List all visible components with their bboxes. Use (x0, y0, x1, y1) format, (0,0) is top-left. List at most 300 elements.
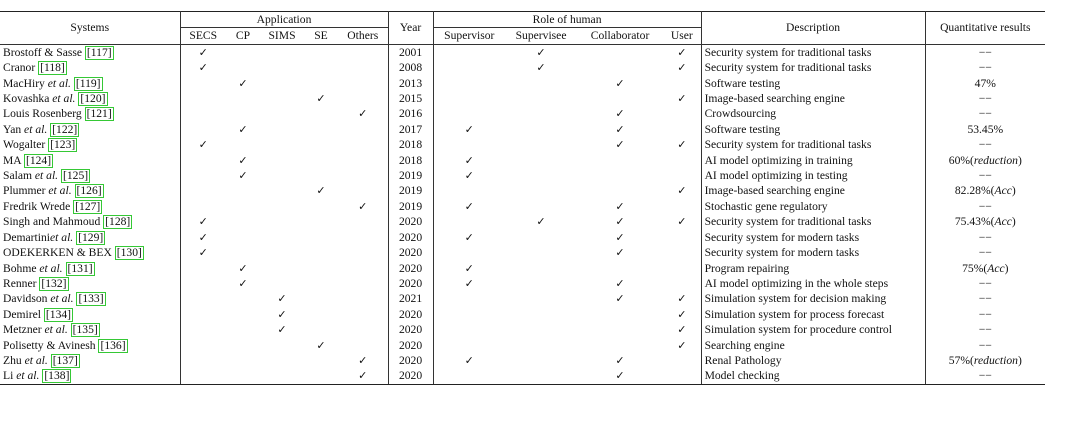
table-row (0, 60, 1045, 75)
year-cell: 2015 (388, 91, 433, 106)
application-check-cp: ✓ (238, 153, 248, 167)
year-cell: 2008 (388, 60, 433, 75)
system-name (0, 137, 180, 152)
year-cell: 2020 (388, 353, 433, 368)
application-check-cp (226, 230, 260, 245)
description-cell: Searching engine (701, 338, 925, 353)
system-name (0, 168, 180, 183)
application-check-cp (226, 338, 260, 353)
system-name-text: Demirel (3, 307, 41, 321)
application-check-se (304, 137, 338, 152)
system-name (0, 261, 180, 276)
application-check-cp (226, 291, 260, 306)
application-check-secs (180, 353, 226, 368)
table-header (0, 12, 1045, 45)
role-check-user: ✓ (663, 183, 701, 198)
application-check-secs (180, 307, 226, 322)
header-role-collaborator: Collaborator (590, 29, 650, 43)
application-check-cp (226, 353, 260, 368)
year-cell: 2001 (388, 44, 433, 60)
quantitative-result-cell: 57%(reduction) (948, 353, 1022, 367)
role-check-supervisee: ✓ (536, 215, 546, 229)
application-check-cp (226, 199, 260, 214)
application-check-others (338, 44, 388, 60)
description-cell: AI model optimizing in the whole steps (701, 276, 925, 291)
role-check-supervisor (433, 307, 505, 322)
description-cell: Security system for modern tasks (701, 245, 925, 260)
description-cell: Security system for traditional tasks (701, 44, 925, 60)
role-check-user (663, 106, 701, 121)
role-check-user: ✓ (663, 91, 701, 106)
system-name-text: Plummer (3, 184, 46, 198)
quantitative-result-cell: −− (978, 323, 992, 337)
citation-link[interactable]: [133] (78, 292, 104, 306)
quantitative-result-cell: 47% (974, 76, 996, 90)
quantitative-result-cell: −− (978, 230, 992, 244)
role-check-supervisor: ✓ (464, 169, 474, 183)
year-cell: 2020 (388, 261, 433, 276)
system-name (0, 91, 180, 106)
system-name (0, 106, 180, 121)
role-check-supervisor (433, 137, 505, 152)
system-name-text: Bohme (3, 261, 37, 275)
citation-link[interactable]: [137] (52, 353, 78, 367)
citation-link[interactable]: [126] (76, 184, 102, 198)
header-year: Year (388, 12, 433, 45)
role-check-user: ✓ (663, 291, 701, 306)
application-check-secs (180, 368, 226, 384)
table-row (0, 199, 1045, 214)
citation-link[interactable]: [122] (52, 122, 78, 136)
application-check-secs (180, 338, 226, 353)
role-check-user (663, 153, 701, 168)
system-name-text: Polisetty & Avinesh (3, 338, 96, 352)
application-check-others (338, 76, 388, 91)
citation-link[interactable]: [127] (75, 199, 101, 213)
role-check-supervisee (505, 291, 577, 306)
header-app-others: Others (338, 28, 388, 44)
application-check-secs (180, 153, 226, 168)
system-name (0, 230, 180, 245)
role-check-supervisor (433, 338, 505, 353)
quantitative-result-cell: 75.43%(Acc) (954, 215, 1016, 229)
role-check-supervisee (505, 122, 577, 137)
table-row (0, 291, 1045, 306)
system-name-text: Brostoff & Sasse (3, 45, 83, 59)
application-check-others (338, 153, 388, 168)
application-check-others (338, 122, 388, 137)
description-cell: Image-based searching engine (701, 91, 925, 106)
application-check-sims (260, 137, 304, 152)
application-check-cp (226, 60, 260, 75)
description-cell: Simulation system for procedure control (701, 322, 925, 337)
role-check-user: ✓ (663, 307, 701, 322)
description-cell: Stochastic gene regulatory (701, 199, 925, 214)
application-check-sims (260, 230, 304, 245)
quantitative-result-cell: 75%(Acc) (962, 261, 1009, 275)
application-check-cp (226, 137, 260, 152)
quantitative-result-cell: −− (978, 276, 992, 290)
year-cell: 2021 (388, 291, 433, 306)
year-cell: 2020 (388, 276, 433, 291)
quantitative-result-cell: −− (978, 292, 992, 306)
role-check-supervisor (433, 322, 505, 337)
application-check-cp (226, 214, 260, 229)
quantitative-result-cell: −− (978, 107, 992, 121)
header-role-of-human: Role of human (433, 12, 701, 28)
citation-link[interactable]: [136] (100, 338, 126, 352)
application-check-others (338, 245, 388, 260)
et-al-text: et al. (44, 76, 71, 90)
application-check-se (304, 60, 338, 75)
application-check-others (338, 307, 388, 322)
application-check-secs (180, 322, 226, 337)
application-check-sims (260, 91, 304, 106)
role-check-supervisor (433, 44, 505, 60)
year-cell: 2020 (388, 322, 433, 337)
system-name-text: Salam (3, 169, 32, 183)
year-cell: 2020 (388, 230, 433, 245)
system-name-text: Zhu (3, 353, 22, 367)
et-al-text: et al. (50, 230, 74, 244)
application-check-cp: ✓ (238, 169, 248, 183)
header-application: Application (180, 12, 388, 28)
citation-link[interactable]: [131] (67, 261, 93, 275)
quantitative-result-cell: −− (978, 307, 992, 321)
description-cell: Security system for traditional tasks (701, 137, 925, 152)
system-name-text: Kovashka (3, 92, 50, 106)
application-check-secs (180, 168, 226, 183)
role-check-supervisor (433, 91, 505, 106)
role-check-collaborator: ✓ (615, 246, 625, 260)
role-check-supervisor (433, 245, 505, 260)
role-check-supervisee (505, 91, 577, 106)
citation-link[interactable]: [121] (86, 107, 112, 121)
role-check-supervisee (505, 261, 577, 276)
description-cell: Crowdsourcing (701, 106, 925, 121)
role-check-user: ✓ (663, 44, 701, 60)
quantitative-result-cell: −− (978, 138, 992, 152)
system-name (0, 322, 180, 337)
application-check-sims (260, 153, 304, 168)
application-check-se (304, 122, 338, 137)
table-row (0, 307, 1045, 322)
system-name (0, 153, 180, 168)
citation-link[interactable]: [129] (78, 230, 104, 244)
role-check-supervisor: ✓ (464, 230, 474, 244)
application-check-sims (260, 60, 304, 75)
header-role-supervisee: Supervisee (515, 29, 567, 43)
application-check-secs (180, 276, 226, 291)
role-check-user: ✓ (663, 322, 701, 337)
application-check-others (338, 183, 388, 198)
system-name (0, 199, 180, 214)
table-row (0, 122, 1045, 137)
application-check-cp: ✓ (238, 261, 248, 275)
quantitative-result-cell: 53.45% (967, 122, 1004, 136)
system-name (0, 353, 180, 368)
role-check-collaborator (577, 44, 663, 60)
citation-link[interactable]: [135] (72, 323, 98, 337)
role-check-collaborator (577, 91, 663, 106)
description-cell: Simulation system for process forecast (701, 307, 925, 322)
application-check-others: ✓ (338, 106, 388, 121)
role-check-user (663, 353, 701, 368)
table-row (0, 214, 1045, 229)
application-check-secs (180, 291, 226, 306)
application-check-cp (226, 245, 260, 260)
application-check-sims (260, 353, 304, 368)
application-check-se (304, 245, 338, 260)
citation-link[interactable]: [119] (75, 76, 101, 90)
application-check-se (304, 230, 338, 245)
application-check-sims (260, 261, 304, 276)
application-check-se (304, 368, 338, 384)
description-cell: Program repairing (701, 261, 925, 276)
application-check-sims (260, 368, 304, 384)
system-name-text: Fredrik Wrede (3, 199, 71, 213)
role-check-supervisor: ✓ (464, 199, 474, 213)
role-check-supervisee (505, 106, 577, 121)
role-check-supervisee: ✓ (505, 44, 577, 60)
quantitative-result-cell: 60%(reduction) (948, 153, 1022, 167)
table-row (0, 276, 1045, 291)
application-check-cp (226, 106, 260, 121)
role-check-user (663, 245, 701, 260)
description-cell: AI model optimizing in testing (701, 168, 925, 183)
year-cell: 2013 (388, 76, 433, 91)
role-check-collaborator: ✓ (615, 199, 625, 213)
role-check-supervisee (505, 353, 577, 368)
description-cell: Simulation system for decision making (701, 291, 925, 306)
role-check-user (663, 76, 701, 91)
role-check-supervisee: ✓ (536, 61, 546, 75)
application-check-sims (260, 76, 304, 91)
application-check-sims (260, 245, 304, 260)
application-check-others (338, 261, 388, 276)
citation-link[interactable]: [118] (40, 61, 65, 75)
table-row (0, 153, 1045, 168)
application-check-others (338, 168, 388, 183)
year-cell: 2016 (388, 106, 433, 121)
role-check-supervisor: ✓ (464, 276, 474, 290)
application-check-sims (260, 106, 304, 121)
role-check-user (663, 261, 701, 276)
description-cell: Renal Pathology (701, 353, 925, 368)
role-check-supervisor (433, 291, 505, 306)
application-check-sims (260, 122, 304, 137)
system-name-text: Renner (3, 276, 37, 290)
role-check-user: ✓ (663, 214, 701, 229)
role-check-supervisee (505, 183, 577, 198)
application-check-se (304, 276, 338, 291)
system-name (0, 60, 180, 75)
application-check-others (338, 214, 388, 229)
application-check-se (304, 76, 338, 91)
citation-link[interactable]: [120] (80, 92, 106, 106)
application-check-sims (260, 338, 304, 353)
role-check-user (663, 199, 701, 214)
table-row (0, 44, 1045, 60)
quantitative-result-cell: −− (978, 169, 992, 183)
application-check-cp (226, 91, 260, 106)
table-row (0, 338, 1045, 353)
et-al-text: et al. (45, 184, 72, 198)
role-check-supervisee (505, 230, 577, 245)
role-check-collaborator: ✓ (615, 230, 625, 244)
application-check-others (338, 230, 388, 245)
system-name (0, 307, 180, 322)
application-check-se (304, 353, 338, 368)
system-name-text: MA (3, 153, 22, 167)
role-check-supervisee (505, 368, 577, 384)
citation-link[interactable]: [130] (116, 246, 142, 260)
application-check-others (338, 91, 388, 106)
system-name (0, 291, 180, 306)
role-check-collaborator: ✓ (577, 368, 663, 384)
description-cell: Software testing (701, 76, 925, 91)
role-check-user (663, 230, 701, 245)
role-check-supervisor (433, 106, 505, 121)
role-check-collaborator: ✓ (615, 292, 625, 306)
application-check-others: ✓ (338, 368, 388, 384)
header-role-user: User (663, 28, 701, 44)
system-name (0, 183, 180, 198)
citation-link[interactable]: [138] (44, 369, 70, 383)
role-check-supervisor: ✓ (464, 261, 474, 275)
system-name-text: Li (3, 369, 14, 383)
application-check-others (338, 291, 388, 306)
application-check-secs (180, 261, 226, 276)
system-name-text: Davidson (3, 292, 48, 306)
role-check-supervisor (433, 214, 505, 229)
application-check-se (304, 214, 338, 229)
application-check-others (338, 276, 388, 291)
application-check-cp: ✓ (238, 76, 248, 90)
role-check-supervisee (505, 137, 577, 152)
citation-link[interactable]: [134] (45, 307, 72, 321)
application-check-secs: ✓ (198, 138, 208, 152)
role-check-user (663, 122, 701, 137)
role-check-collaborator (577, 307, 663, 322)
table-row (0, 137, 1045, 152)
citation-link[interactable]: [128] (105, 215, 131, 229)
table-row (0, 322, 1045, 337)
application-check-others (338, 322, 388, 337)
application-check-secs: ✓ (198, 215, 208, 229)
application-check-secs: ✓ (180, 44, 226, 60)
role-check-collaborator (577, 60, 663, 75)
role-check-user (663, 276, 701, 291)
et-al-text: et al. (47, 292, 74, 306)
role-check-supervisee (505, 199, 577, 214)
role-check-collaborator: ✓ (615, 122, 625, 136)
role-check-supervisee (505, 322, 577, 337)
citation-link[interactable]: [123] (50, 138, 76, 152)
application-check-sims (260, 168, 304, 183)
role-check-supervisor: ✓ (464, 122, 474, 136)
citation-link[interactable]: [125] (62, 169, 89, 183)
et-al-text: et al. (21, 353, 48, 367)
role-check-user: ✓ (663, 137, 701, 152)
year-cell: 2019 (388, 183, 433, 198)
table-row (0, 230, 1045, 245)
role-check-collaborator (577, 322, 663, 337)
quantitative-result-cell: −− (925, 368, 1045, 384)
year-cell: 2017 (388, 122, 433, 137)
table-row (0, 353, 1045, 368)
header-quantitative-results: Quantitative results (925, 12, 1045, 45)
role-check-collaborator (577, 153, 663, 168)
system-name (0, 214, 180, 229)
application-check-se: ✓ (316, 184, 326, 198)
citation-link[interactable]: [132] (41, 276, 67, 290)
header-app-cp: CP (235, 29, 251, 43)
system-name-text: Demartini (3, 230, 51, 244)
role-check-supervisor: ✓ (464, 353, 474, 367)
role-check-user (663, 368, 701, 384)
role-check-supervisor (433, 183, 505, 198)
application-check-se (304, 291, 338, 306)
role-check-collaborator: ✓ (615, 215, 625, 229)
application-check-se: ✓ (316, 338, 326, 352)
application-check-secs (180, 91, 226, 106)
et-al-text: et al. (13, 369, 40, 383)
description-cell: Security system for traditional tasks (701, 214, 925, 229)
quantitative-result-cell: −− (978, 92, 992, 106)
application-check-cp (226, 183, 260, 198)
application-check-se (304, 307, 338, 322)
citation-link[interactable]: [117] (86, 45, 112, 59)
et-al-text: et al. (49, 92, 76, 106)
description-cell: AI model optimizing in training (701, 153, 925, 168)
role-check-supervisee (505, 245, 577, 260)
application-check-se (304, 44, 338, 60)
role-check-collaborator: ✓ (615, 276, 625, 290)
application-check-others: ✓ (338, 353, 388, 368)
system-name (0, 245, 180, 260)
quantitative-result-cell: −− (978, 338, 992, 352)
et-al-text: et al. (31, 169, 59, 183)
table-row (0, 245, 1045, 260)
header-app-sims: SIMS (268, 29, 296, 43)
system-name (0, 122, 180, 137)
role-check-collaborator (577, 261, 663, 276)
application-check-sims (260, 214, 304, 229)
role-check-collaborator: ✓ (615, 76, 625, 90)
year-cell: 2018 (388, 137, 433, 152)
citation-link[interactable]: [124] (25, 153, 52, 167)
year-cell: 2020 (388, 368, 433, 384)
table-row (0, 168, 1045, 183)
application-check-cp (226, 44, 260, 60)
application-check-se: ✓ (316, 92, 326, 106)
table-row (0, 183, 1045, 198)
et-al-text: et al. (21, 122, 48, 136)
application-check-sims (260, 44, 304, 60)
table-body (0, 44, 1045, 384)
application-check-sims (260, 199, 304, 214)
application-check-secs: ✓ (198, 246, 208, 260)
application-check-secs (180, 122, 226, 137)
quantitative-result-cell: 82.28%(Acc) (954, 184, 1016, 198)
application-check-sims: ✓ (277, 307, 287, 321)
application-check-cp: ✓ (238, 276, 248, 290)
system-name-text: Singh and Mahmoud (3, 215, 101, 229)
role-check-supervisee (505, 76, 577, 91)
application-check-secs: ✓ (198, 230, 208, 244)
application-check-cp (226, 322, 260, 337)
